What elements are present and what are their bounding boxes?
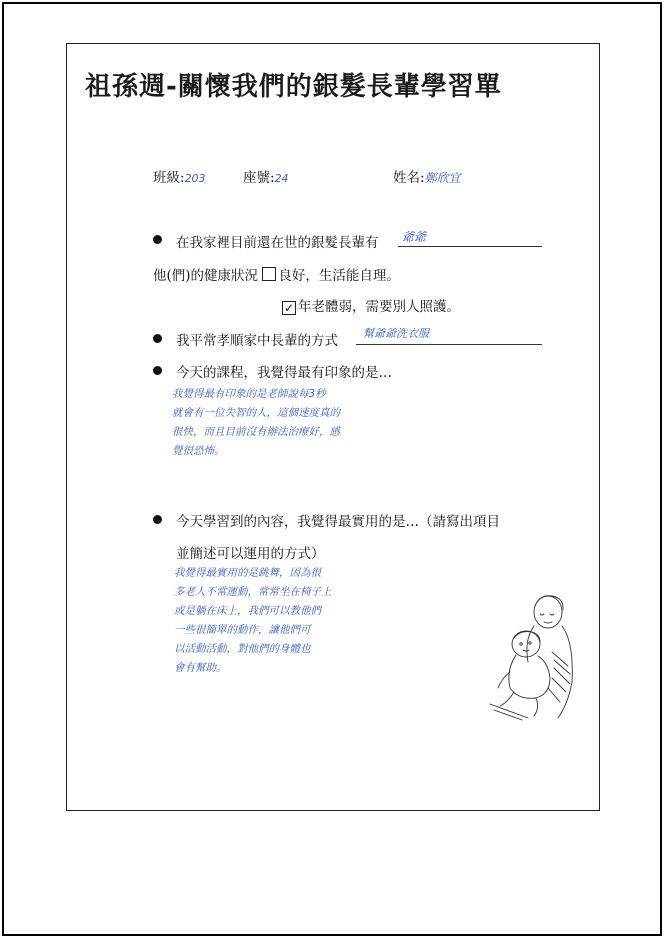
q1-health-row bbox=[153, 264, 400, 284]
q3-answer-line: 我覺得最有印象的是老師說每3秒 bbox=[172, 388, 326, 400]
name-value: 鄭欣宜 bbox=[424, 171, 461, 185]
class-field bbox=[153, 166, 206, 186]
grandparent-child-sketch-icon bbox=[488, 592, 580, 722]
bullet-q1 bbox=[153, 235, 162, 244]
q4-answer-line: 或是躺在床上，我們可以教他們 bbox=[174, 605, 321, 617]
option2-checkbox[interactable] bbox=[282, 301, 296, 315]
q1-answer-line bbox=[398, 246, 542, 247]
q3-answer bbox=[172, 385, 340, 461]
q4-prompt-line1: 今天學習到的內容，我覺得最實用的是…（請寫出項目 bbox=[176, 514, 500, 530]
q4-answer-line: 一些很簡單的動作，讓他們可 bbox=[174, 624, 311, 636]
q2-answer: 幫爺爺洗衣服 bbox=[363, 327, 429, 340]
q3-answer-line: 覺很恐怖。 bbox=[172, 445, 225, 457]
option2-label: 年老體弱，需要別人照護。 bbox=[298, 299, 460, 315]
check-mark-icon: ✓ bbox=[283, 301, 295, 315]
q3-answer-line: 就會有一位失智的人，這個速度真的 bbox=[172, 407, 340, 419]
class-label: 班級: bbox=[153, 170, 185, 186]
name-label: 姓名: bbox=[393, 170, 425, 186]
seat-value: 24 bbox=[274, 172, 289, 185]
q3-prompt: 今天的課程，我覺得最有印象的是… bbox=[176, 365, 392, 381]
option1-checkbox[interactable] bbox=[262, 267, 276, 281]
class-value: 203 bbox=[184, 172, 206, 185]
q2-prompt: 我平常孝順家中長輩的方式 bbox=[176, 333, 338, 349]
q4-answer-line: 會有幫助。 bbox=[174, 662, 227, 674]
q4-answer-line: 我覺得最實用的是跳舞，因為很 bbox=[174, 567, 321, 579]
q3-answer-line: 很快，而且目前沒有辦法治療好，感 bbox=[172, 426, 340, 438]
q4-prompt-line2: 並簡述可以運用的方式） bbox=[176, 546, 325, 562]
seat-field bbox=[243, 166, 289, 186]
bullet-q2 bbox=[153, 334, 162, 343]
name-field bbox=[393, 166, 461, 186]
bullet-q3 bbox=[153, 366, 162, 375]
q1-prompt: 在我家裡目前還在世的銀髮長輩有 bbox=[176, 235, 379, 251]
worksheet-title: 祖孫週-關懷我們的銀髮長輩學習單 bbox=[85, 72, 502, 102]
option1-label: 良好，生活能自理。 bbox=[278, 268, 400, 284]
q1-option2-row bbox=[282, 295, 460, 315]
q1-answer: 爺爺 bbox=[402, 230, 427, 244]
q4-answer-line: 多老人不常運動，常常坐在椅子上 bbox=[174, 586, 332, 598]
bullet-q4 bbox=[153, 515, 162, 524]
seat-label: 座號: bbox=[243, 170, 275, 186]
health-prompt: 他(們)的健康狀況 bbox=[153, 268, 259, 284]
q2-answer-line bbox=[356, 344, 542, 345]
q4-answer-line: 以活動活動，對他們的身體也 bbox=[174, 643, 311, 655]
q4-answer bbox=[174, 564, 332, 678]
